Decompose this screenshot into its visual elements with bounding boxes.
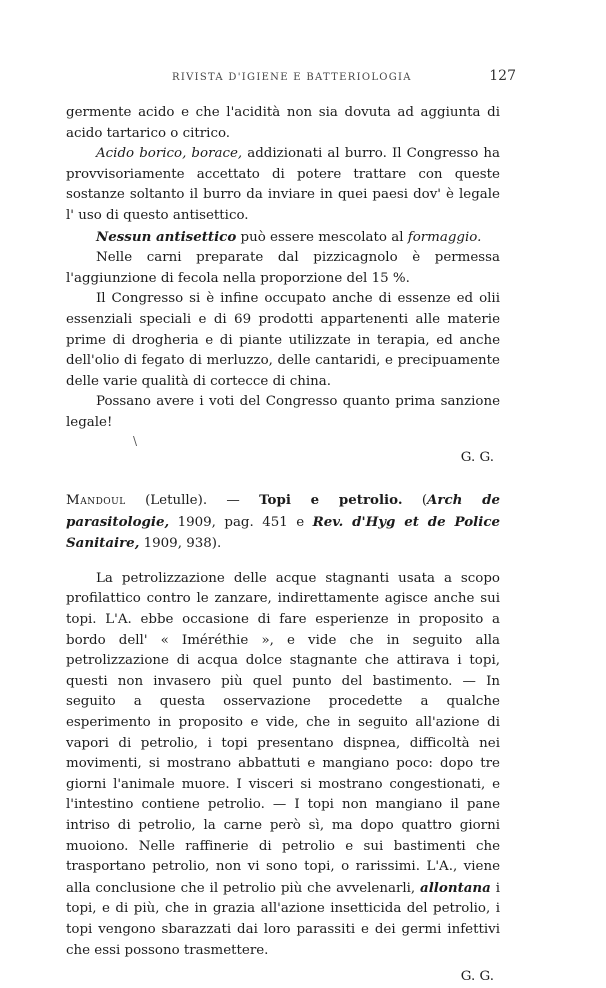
article2-body-start: La petrolizzazione delle acque stagnanti usata a scopo profilattico contro le zanzare, indirettamente agisce anche sui topi. L'A. ebbe occasione di fare esperienze in proposito a bordo dell' « Iméréthie », e vide che in seguito alla petrolizzazione di acqua dolce stagnante che attirava i topi, questi non invasero più quel punto del bastimento. — In seguito a questa osservazione procedette a qualche esperimento in proposito e vide, che in seguito all'azione di vapori di petrolio, i topi presentano dispnea, difficoltà nei movimenti, si mostrano abbattuti e mangiano poco: dopo tre giorni l'animale muore. I visceri si mostrano congestionati, e l'intestino contiene petrolio. — I topi non mangiano il pane intriso di petrolio, la carne però sì, ma dopo quattro giorni muoiono. Nelle raffinerie di petrolio e sui bastimenti che trasportano petrolio, non vi sono topi, o rarissimi. L'A., viene alla conclusione che il petrolio più che avvelenarli, <box>66 570 500 896</box>
formaggio-word: formaggio. <box>407 229 482 245</box>
journal-arch-parasitologie: Arch de parasitologie, <box>66 492 500 530</box>
journal-rev-hyg: Rev. d'Hyg et de Police Sanitaire, <box>66 513 501 552</box>
article2-author-paren: (Letulle). — <box>125 493 260 509</box>
ref-paren-open: ( <box>402 493 428 509</box>
article2-reference <box>66 490 500 555</box>
article2-title: Topi e petrolio. <box>259 492 403 509</box>
page-header <box>66 68 516 88</box>
article2-signature: G. G. <box>460 969 494 985</box>
stray-mark: \ <box>133 433 138 448</box>
page-number: 127 <box>489 68 516 84</box>
article1-paragraph-4: Nelle carni preparate dal pizzicagnolo è permessa l'aggiunzione di fecola nella proporzione del 15 %. <box>66 250 500 286</box>
ref-pages: 1909, pag. 451 e <box>169 514 313 530</box>
article1-signature: G. G. <box>460 449 494 465</box>
nessun-antisettico-heading: Nessun antisettico <box>96 228 237 245</box>
article1-paragraph-3-text: può essere mescolato al <box>236 229 408 245</box>
article1-paragraph-6: Possano avere i voti del Congresso quanto prima sanzione legale! <box>66 394 500 430</box>
acido-borico-heading: Acido borico, borace, <box>96 146 243 162</box>
article2-body <box>66 569 500 961</box>
allontana-word: allontana <box>420 879 491 896</box>
article2-author: Mandoul <box>66 493 126 509</box>
ref-end: 1909, 938). <box>139 536 222 552</box>
article1-paragraph-3 <box>66 227 500 249</box>
article1-paragraph-5: Il Congresso si è infine occupato anche di essenze ed olii essenziali speciali e di 69 prodotti appartenenti alle materie prime di drogheria e di piante utilizzate in terapia, ed anche dell'olio di fegato di merluzzo, delle cantaridi, e precipuamente delle varie qualità di cortecce di china. <box>66 291 500 389</box>
page-body <box>66 103 500 988</box>
running-head: RIVISTA D'IGIENE E BATTERIOLOGIA <box>172 72 412 83</box>
article1-paragraph-2 <box>66 144 500 226</box>
article1-paragraph-2-text: addizionati al burro. Il Congresso ha provvisoriamente accettato di potere trattare con queste sostanze soltanto il burro da inviare in quei paesi dov' è legale l' uso di questo antisettico. <box>66 146 501 223</box>
article2-body-end: i topi, e di più, che in grazia all'azione insetticida del petrolio, i topi vengono sbarazzati dai loro parassiti e dei germi infettivi che essi possono trasmettere. <box>66 880 500 958</box>
article1-paragraph-1: germente acido e che l'acidità non sia dovuta ad aggiunta di acido tartarico o citrico. <box>66 105 500 141</box>
